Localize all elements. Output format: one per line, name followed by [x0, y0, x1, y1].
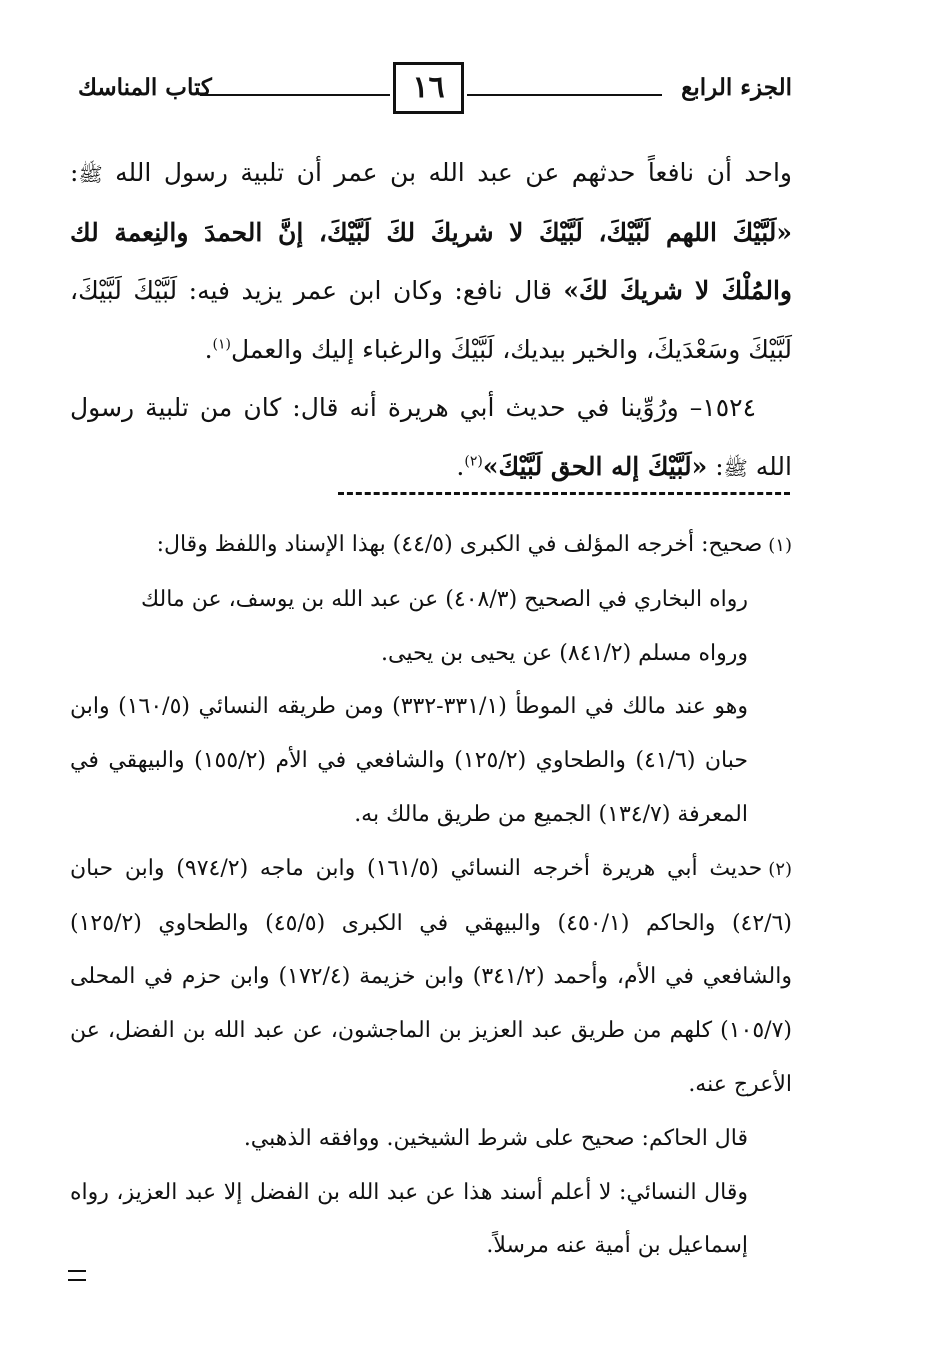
page-header	[70, 62, 792, 120]
footnote-1-line	[70, 518, 792, 573]
salawat-symbol: ﷺ	[78, 162, 103, 186]
volume-title: الجزء الرابع	[681, 74, 792, 101]
page-number: ١٦	[393, 62, 464, 114]
text-run: واحد أن نافعاً حدثهم عن عبد الله بن عمر أن تلبية رسول الله	[102, 158, 792, 187]
hadith-quote: «لَبَّيْكَ إله الحق لَبَّيْكَ»	[482, 451, 708, 481]
hadith-number: ١٥٢٤	[702, 393, 756, 422]
header-rule-left	[200, 94, 390, 96]
salawat-symbol: ﷺ	[723, 455, 748, 480]
text-run: قال نافع: وكان ابن عمر يزيد فيه: لَبَّيْكَ لَبَّيْكَ، لَبَّيْكَ وسَعْدَيكَ، والخير بيديك، لَبَّيْكَ والرغباء إليك والعمل	[70, 276, 792, 364]
text-run: :	[70, 158, 79, 187]
footnote-text: صحيح: أخرجه المؤلف في الكبرى (٤٤/٥) بهذا الإسناد واللفظ وقال:	[156, 532, 763, 557]
footnote-2-line	[70, 842, 792, 1112]
page-end-mark	[68, 1270, 86, 1281]
footnote-ref: (٢)	[464, 453, 483, 470]
text-run: – ورُوِّينا في حديث أبي هريرة أنه قال: كان من تلبية رسول الله	[70, 393, 792, 481]
header-rule-right	[467, 94, 662, 96]
footnote-1-line: رواه البخاري في الصحيح (٤٠٨/٣) عن عبد الله بن يوسف، عن مالك	[140, 586, 748, 612]
footnote-2-line: قال الحاكم: صحيح على شرط الشيخين. ووافقه الذهبي.	[243, 1125, 748, 1151]
main-text	[70, 144, 792, 497]
footnote-text: حديث أبي هريرة أخرجه النسائي (١٦١/٥) وابن ماجه (٩٧٤/٢) وابن حبان (٤٢/٦) والحاكم (٤٥٠/١) والبيهقي في الكبرى (٤٥/٥) والطحاوي (١٢٥/٢) والشافعي في الأم، وأحمد (٣٤١/٢) وابن خزيمة (١٧٢/٤) وابن حزم في المحلى (١٠٥/٧) كلهم من طريق عبد العزيز بن الماجشون، عن عبد الله بن الفضل، عن الأعرج عنه.	[70, 855, 792, 1097]
footnote-1-line: ورواه مسلم (٨٤١/٢) عن يحيى بن يحيى.	[380, 640, 748, 666]
footnotes	[70, 518, 792, 1273]
footnote-divider	[338, 492, 790, 495]
talbiya-quote: «لَبَّيْكَ اللهم لَبَّيْكَ، لَبَّيْكَ لا شريكَ لكَ لَبَّيْكَ، إنَّ الحمدَ والنِعمة لك والمُلْكَ لا شريكَ لكَ»	[70, 217, 793, 305]
footnote-marker: (٢)	[768, 858, 793, 880]
footnote-2-line: وقال النسائي: لا أعلم أسند هذا عن عبد الله بن الفضل إلا عبد العزيز، رواه إسماعيل بن أمية عنه مرسلاً.	[70, 1179, 748, 1259]
paragraph-talbiya	[70, 144, 792, 379]
footnote-marker: (١)	[768, 535, 792, 556]
footnote-1-line: وهو عند مالك في الموطأ (٣٣١/١-٣٣٢) ومن طريقه النسائي (١٦٠/٥) وابن حبان (٤١/٦) والطحاوي (١٢٥/٢) والشافعي في الأم (١٥٥/٢) والبيهقي في المعرفة (١٣٤/٧) الجميع من طريق مالك به.	[70, 694, 748, 827]
paragraph-hadith-1524	[70, 379, 792, 497]
text-run: .	[456, 451, 465, 481]
book-title: كتاب المناسك	[78, 74, 212, 101]
text-run: :	[707, 451, 724, 481]
footnote-ref: (١)	[212, 336, 231, 353]
text-run: .	[204, 334, 213, 364]
